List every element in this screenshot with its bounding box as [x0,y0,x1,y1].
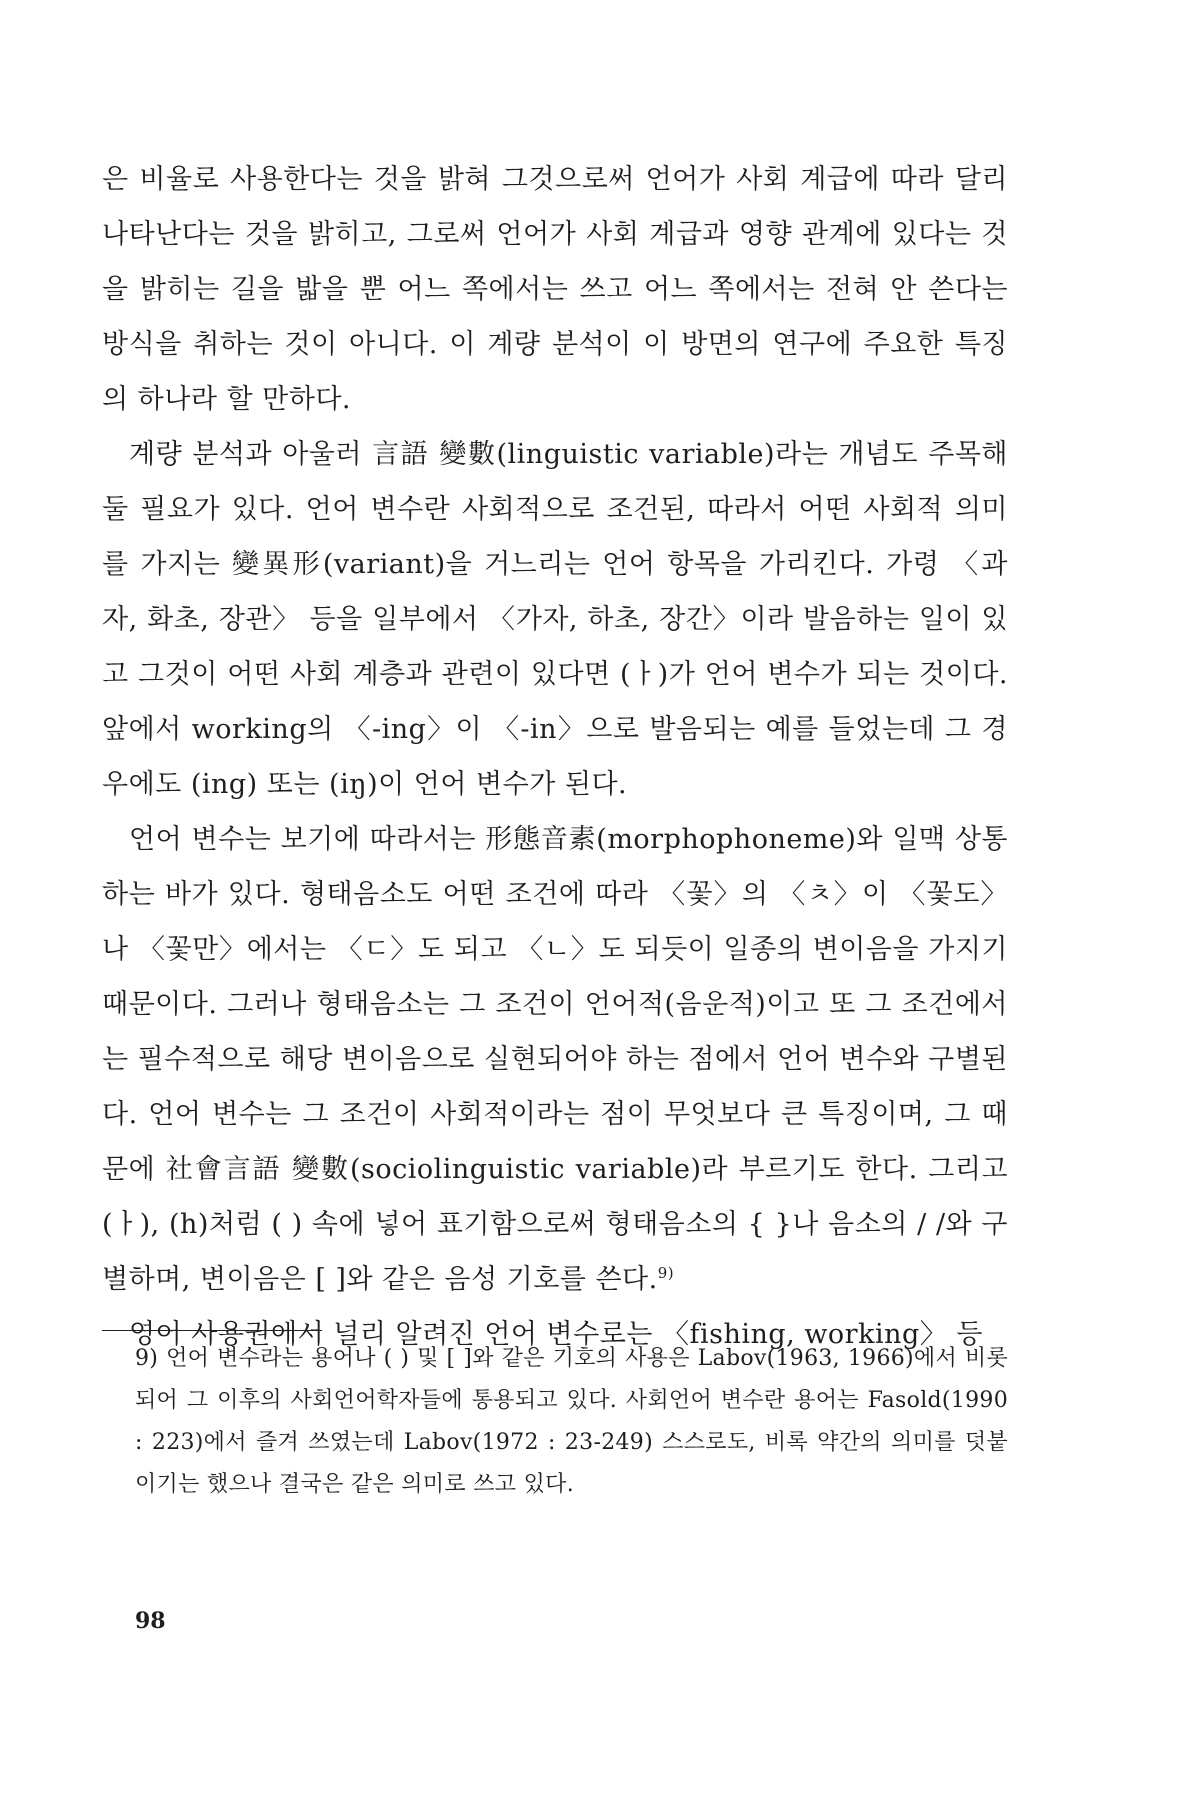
page-number: 98 [135,1608,166,1634]
body-text [102,152,1008,1362]
footnote-reference[interactable]: 9) [657,1264,675,1282]
paragraph-1: 은 비율로 사용한다는 것을 밝혀 그것으로써 언어가 사회 계급에 따라 달리 나타난다는 것을 밝히고, 그로써 언어가 사회 계급과 영향 관계에 있다는 것을 밝히는 길을 밟을 뿐 어느 쪽에서는 쓰고 어느 쪽에서는 전혀 안 쓴다는 방식을 취하는 것이 아니다. 이 계량 분석이 이 방면의 연구에 주요한 특징의 하나라 할 만하다. [102,164,1008,415]
footnote-paragraph [135,1338,1008,1506]
footnote [135,1338,1008,1506]
footnote-divider [102,1330,322,1331]
footnote-text: 언어 변수라는 용어나 ( ) 및 [ ]와 같은 기호의 사용은 Labov(1963, 1966)에서 비롯되어 그 이후의 사회언어학자들에 통용되고 있다. 사회언어 변수란 용어는 Fasold(1990 : 223)에서 즐겨 쓰였는데 Labov(1972 : 23-249) 스스로도, 비록 약간의 의미를 덧붙이기는 했으나 결국은 같은 의미로 쓰고 있다. [135,1346,1008,1497]
paragraph-3-text: 언어 변수는 보기에 따라서는 形態音素(morphophoneme)와 일맥 상통하는 바가 있다. 형태음소도 어떤 조건에 따라 〈꽃〉의 〈ㅊ〉이 〈꽃도〉나 〈꽃만〉에서는 〈ㄷ〉도 되고 〈ㄴ〉도 되듯이 일종의 변이음을 가지기 때문이다. 그러나 형태음소는 그 조건이 언어적(음운적)이고 또 그 조건에서는 필수적으로 해당 변이음으로 실현되어야 하는 점에서 언어 변수와 구별된다. 언어 변수는 그 조건이 사회적이라는 점이 무엇보다 큰 특징이며, 그 때문에 社會言語 變數(sociolinguistic variable)라 부르기도 한다. 그리고 (ㅏ), (h)처럼 ( ) 속에 넣어 표기함으로써 형태음소의 { }나 음소의 / /와 구별하며, 변이음은 [ ]와 같은 음성 기호를 쓴다. [102,824,1008,1295]
paragraph-3 [102,812,1008,1307]
footnote-number: 9) [135,1346,159,1371]
paragraph-4: 영어 사용권에서 널리 알려진 언어 변수로는 〈fishing, working〉 등 [129,1319,983,1350]
paragraph-2: 계량 분석과 아울러 言語 變數(linguistic variable)라는 개념도 주목해 둘 필요가 있다. 언어 변수란 사회적으로 조건된, 따라서 어떤 사회적 의미를 가지는 變異形(variant)을 거느리는 언어 항목을 가리킨다. 가령 〈과자, 화초, 장관〉 등을 일부에서 〈가자, 하초, 장간〉이라 발음하는 일이 있고 그것이 어떤 사회 계층과 관련이 있다면 (ㅏ)가 언어 변수가 되는 것이다. 앞에서 working의 〈-ing〉이 〈-in〉으로 발음되는 예를 들었는데 그 경우에도 (ing) 또는 (iŋ)이 언어 변수가 된다. [102,439,1008,800]
